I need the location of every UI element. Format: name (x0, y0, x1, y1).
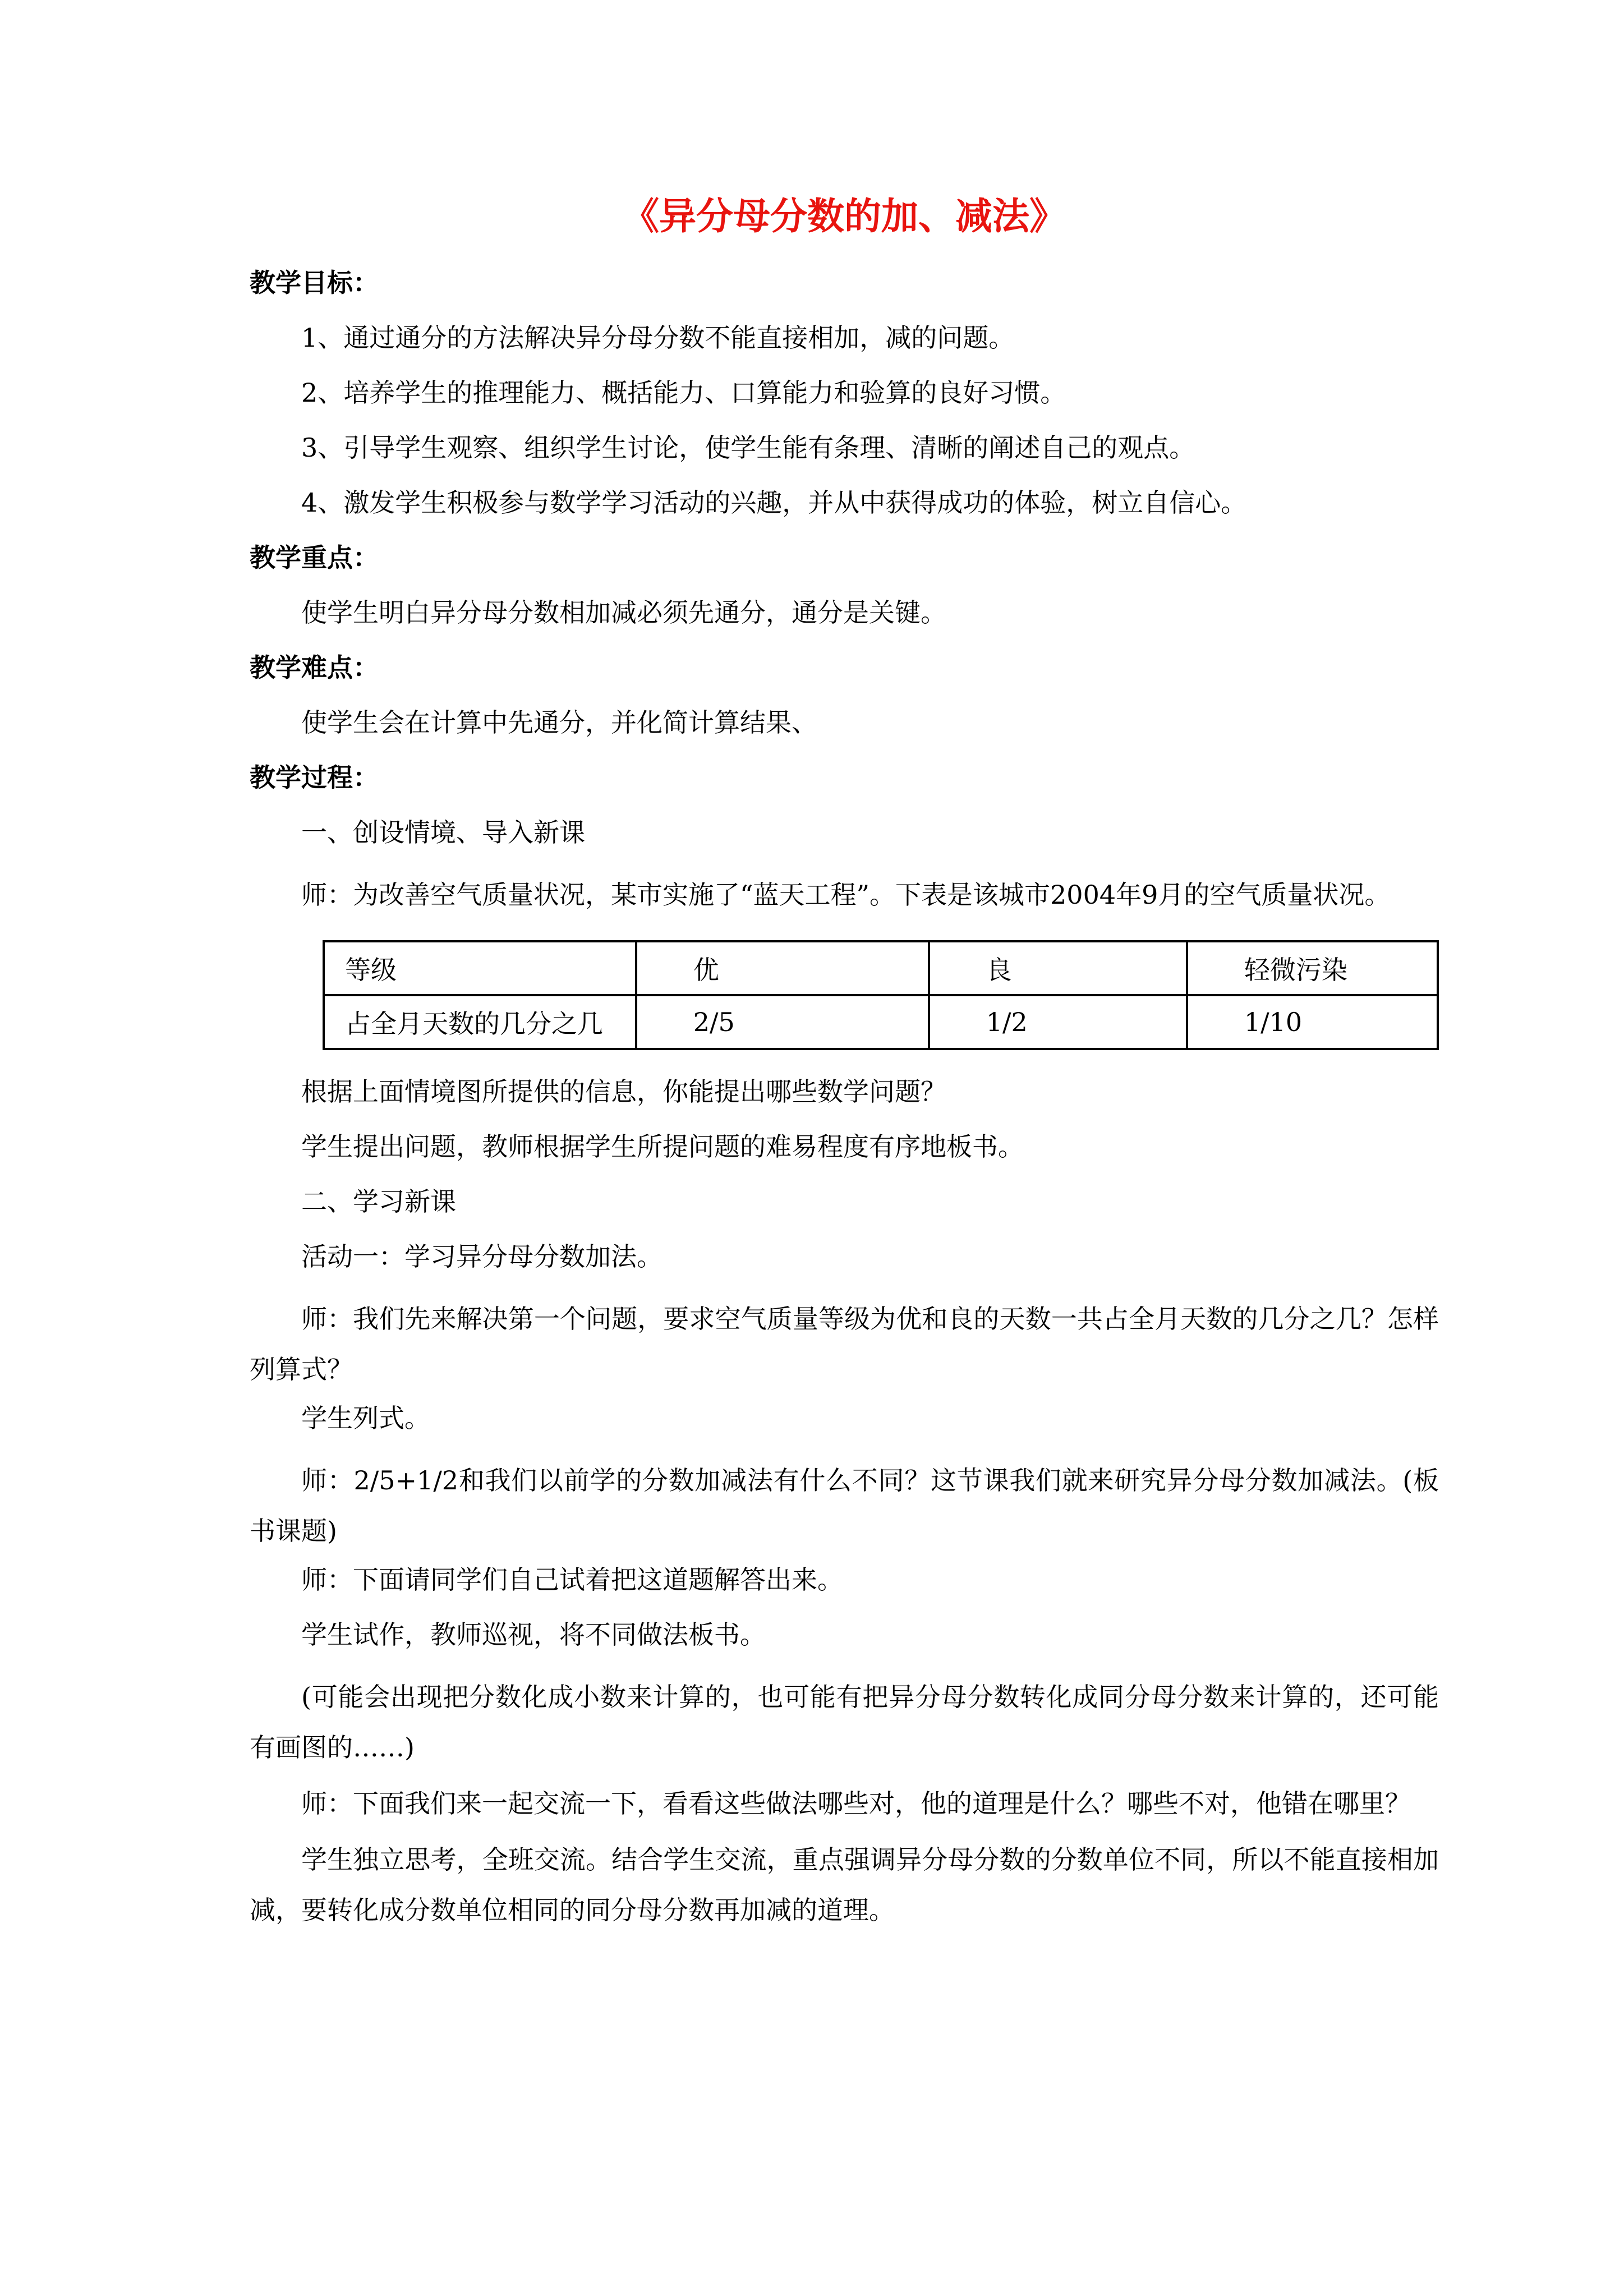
student-paragraph-2: 学生试作，教师巡视，将不同做法板书。 (301, 1619, 766, 1650)
table-header-row (324, 941, 1438, 995)
document-title: 《异分母分数的加、减法》 (622, 194, 1066, 238)
difficulty-heading: 教学难点： (250, 652, 379, 683)
difficulty-text: 使学生会在计算中先通分，并化简计算结果、 (301, 707, 817, 738)
teacher-paragraph-1: 师：我们先来解决第一个问题，要求空气质量等级为优和良的天数一共占全月天数的几分之几？怎样列算式？ (250, 1304, 1439, 1384)
student-question-paragraph: 学生提出问题，教师根据学生所提问题的难易程度有序地板书。 (301, 1131, 1024, 1162)
air-quality-table (323, 940, 1439, 1050)
table-cell: 等级 (324, 941, 636, 995)
teacher-paragraph-3: 师：下面请同学们自己试着把这道题解答出来。 (301, 1565, 843, 1595)
table-cell: 1/10 (1187, 995, 1438, 1049)
goal-item-3: 3、引导学生观察、组织学生讨论，使学生能有条理、清晰的阐述自己的观点。 (301, 432, 1195, 463)
note-paragraph: (可能会出现把分数化成小数来计算的，也可能有把异分母分数转化成同分母分数来计算的，还可能有画图的……) (250, 1682, 1439, 1763)
table-cell: 优 (636, 941, 929, 995)
table-cell: 占全月天数的几分之几 (324, 995, 636, 1049)
goal-item-4: 4、激发学生积极参与数学学习活动的兴趣，并从中获得成功的体验，树立自信心。 (301, 487, 1247, 518)
question-paragraph: 根据上面情境图所提供的信息，你能提出哪些数学问题？ (301, 1076, 946, 1107)
air-quality-table-wrap (323, 940, 1439, 1050)
student-paragraph-3: 学生独立思考，全班交流。结合学生交流，重点强调异分母分数的分数单位不同，所以不能直接相加减，要转化成分数单位相同的同分母分数再加减的道理。 (250, 1844, 1439, 1925)
part1-title: 一、创设情境、导入新课 (301, 817, 585, 848)
process-heading: 教学过程： (250, 762, 379, 793)
goal-item-2: 2、培养学生的推理能力、概括能力、口算能力和验算的良好习惯。 (301, 378, 1066, 408)
table-row (324, 995, 1438, 1049)
table-cell: 2/5 (636, 995, 929, 1049)
table-cell: 轻微污染 (1187, 941, 1438, 995)
key-point-text: 使学生明白异分母分数相加减必须先通分，通分是关键。 (301, 597, 946, 628)
teacher-paragraph-2: 师：2/5+1/2和我们以前学的分数加减法有什么不同？这节课我们就来研究异分母分数加减法。(板书课题) (250, 1465, 1439, 1546)
activity1-paragraph: 活动一：学习异分母分数加法。 (301, 1241, 663, 1272)
goal-item-1: 1、通过通分的方法解决异分母分数不能直接相加，减的问题。 (301, 323, 1015, 353)
table-cell: 良 (929, 941, 1187, 995)
part2-title: 二、学习新课 (301, 1186, 456, 1217)
student-paragraph-1: 学生列式。 (301, 1403, 430, 1433)
goals-heading: 教学目标： (250, 268, 379, 298)
intro-paragraph: 师：为改善空气质量状况，某市实施了“蓝天工程”。下表是该城市2004年9月的空气质量状况。 (301, 880, 1391, 910)
teacher-paragraph-4: 师：下面我们来一起交流一下，看看这些做法哪些对，他的道理是什么？哪些不对，他错在哪里？ (301, 1788, 1411, 1819)
table-cell: 1/2 (929, 995, 1187, 1049)
document-page (250, 191, 1439, 1935)
key-point-heading: 教学重点： (250, 542, 379, 573)
